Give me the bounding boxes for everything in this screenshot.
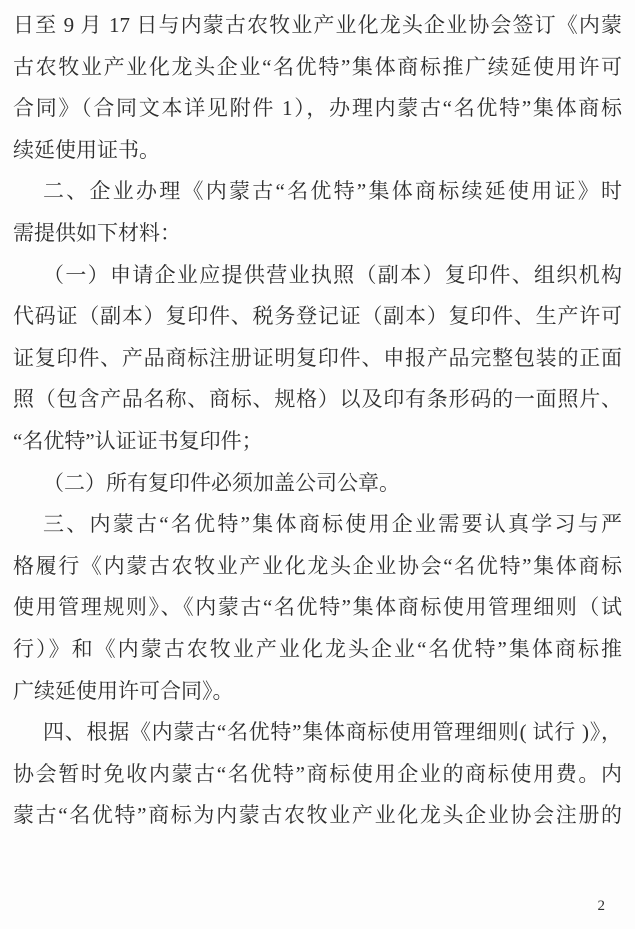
text-line: 四、根据《内蒙古“名优特”集体商标使用管理细则( 试行 )》， [43,720,622,745]
text-line: 使用管理规则》、《内蒙古“名优特”集体商标使用管理细则（试 [13,595,622,620]
paragraph [13,5,622,171]
text-line: 行）》和《内蒙古农牧业产业化龙头企业“名优特”集体商标推 [13,636,622,661]
text-line: 二、企业办理《内蒙古“名优特”集体商标续延使用证》时 [43,179,622,204]
text-line: 古农牧业产业化龙头企业“名优特”集体商标推广续延使用许可 [13,54,622,79]
text-line: “名优特”认证证书复印件； [13,428,263,453]
page-number: 2 [597,898,605,914]
text-line: 代码证（副本）复印件、税务登记证（副本）复印件、生产许可 [13,304,622,329]
text-line: 证复印件、产品商标注册证明复印件、申报产品完整包装的正面 [13,345,622,370]
text-line: （二）所有复印件必须加盖公司公章。 [43,470,400,495]
paragraph [13,504,622,712]
text-line: （一）申请企业应提供营业执照（副本）复印件、组织机构 [43,262,622,287]
text-line: 协会暂时免收内蒙古“名优特”商标使用企业的商标使用费。内 [13,761,622,786]
text-line: 日至 9 月 17 日与内蒙古农牧业产业化龙头企业协会签订《内蒙 [13,13,622,37]
text-line: 三、内蒙古“名优特”集体商标使用企业需要认真学习与严 [43,512,622,537]
text-line: 续延使用证书。 [13,137,160,162]
text-line: 照（包含产品名称、商标、规格）以及印有条形码的一面照片、 [13,387,622,412]
paragraph [13,255,622,463]
text-line: 蒙古“名优特”商标为内蒙古农牧业产业化龙头企业协会注册的 [13,803,622,828]
paragraph [13,171,622,254]
text-line: 格履行《内蒙古农牧业产业化龙头企业协会“名优特”集体商标 [13,553,622,578]
text-line: 合同》（合同文本详见附件 1），办理内蒙古“名优特”集体商标 [13,96,622,121]
text-line: 广续延使用许可合同》。 [13,678,234,703]
paragraph [13,712,622,837]
paragraph [13,463,622,505]
document-body [13,5,622,837]
text-line: 需提供如下材料： [13,220,181,245]
